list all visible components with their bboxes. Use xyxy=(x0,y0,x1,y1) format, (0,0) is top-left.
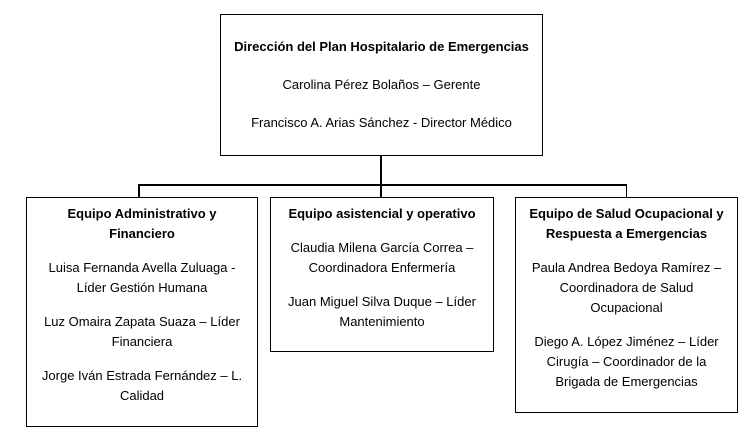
org-node-equipo-salud-ocupacional xyxy=(515,197,738,413)
org-node-member: Luz Omaira Zapata Suaza – Líder Financiera xyxy=(44,314,240,349)
connector-drop-line-center xyxy=(380,184,382,197)
org-node-member: Claudia Milena García Correa – Coordinadora Enfermería xyxy=(290,240,474,275)
org-node-member: Juan Miguel Silva Duque – Líder Mantenimiento xyxy=(288,294,476,329)
org-node-equipo-administrativo xyxy=(26,197,258,427)
org-node-member: Jorge Iván Estrada Fernández – L. Calidad xyxy=(41,368,243,403)
connector-horizontal-line xyxy=(138,184,627,186)
org-node-title: Dirección del Plan Hospitalario de Emergencias xyxy=(234,39,529,54)
org-node-member: Diego A. López Jiménez – Líder Cirugía – Coordinador de la Brigada de Emergencias xyxy=(534,334,719,389)
connector-drop-line-left xyxy=(138,184,140,197)
org-node-member: Paula Andrea Bedoya Ramírez – Coordinadora de Salud Ocupacional xyxy=(531,260,722,315)
org-node-title: Equipo asistencial y operativo xyxy=(288,206,476,221)
connector-stem-line xyxy=(380,156,382,185)
org-node-equipo-asistencial xyxy=(270,197,494,352)
connector-drop-line-right xyxy=(626,184,628,197)
org-node-member: Francisco A. Arias Sánchez - Director Médico xyxy=(251,115,512,130)
org-node-member: Carolina Pérez Bolaños – Gerente xyxy=(282,77,481,92)
org-node-member: Luisa Fernanda Avella Zuluaga - Líder Gestión Humana xyxy=(48,260,236,295)
org-node-title: Equipo de Salud Ocupacional y Respuesta a Emergencias xyxy=(529,206,724,241)
org-node-title: Equipo Administrativo y Financiero xyxy=(67,206,217,241)
org-node-direccion xyxy=(220,14,543,156)
